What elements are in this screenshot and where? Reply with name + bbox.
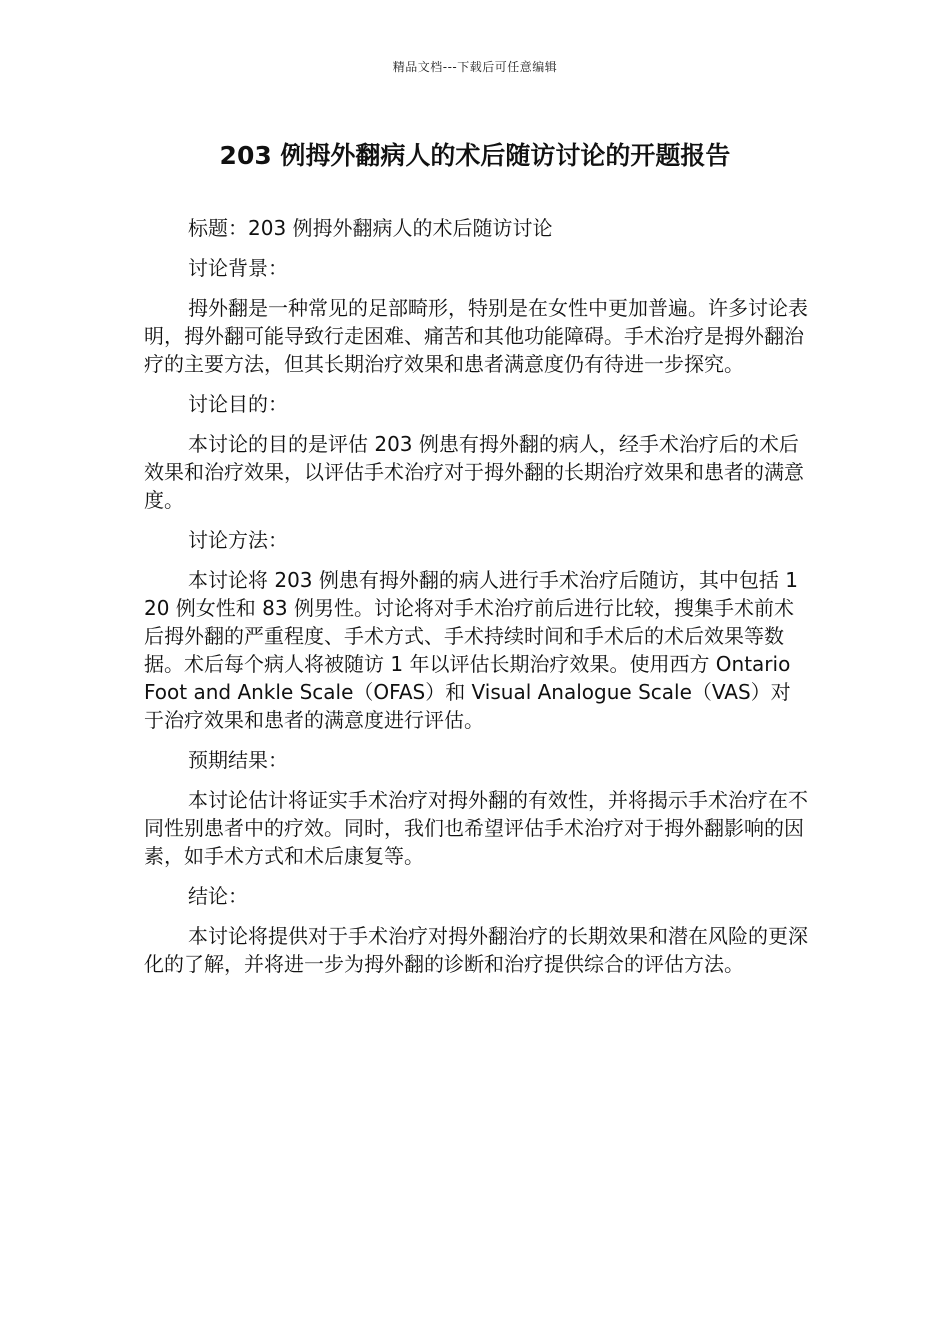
document-body (144, 214, 808, 990)
document-title: 203 例拇外翻病人的术后随访讨论的开题报告 (219, 141, 731, 170)
section-heading-purpose: 讨论目的： (188, 392, 288, 416)
section-heading-method: 讨论方法： (188, 528, 288, 552)
section-text-expected-results: 本讨论估计将证实手术治疗对拇外翻的有效性，并将揭示手术治疗在不同性别患者中的疗效。同时，我们也希望评估手术治疗对于拇外翻影响的因素，如手术方式和术后康复等。 (144, 788, 808, 868)
section-text-conclusion: 本讨论将提供对于手术治疗对拇外翻治疗的长期效果和潜在风险的更深化的了解，并将进一步为拇外翻的诊断和治疗提供综合的评估方法。 (144, 924, 808, 976)
topic-line: 标题：203 例拇外翻病人的术后随访讨论 (188, 216, 553, 240)
header-note: 精品文档---下载后可任意编辑 (392, 60, 558, 74)
section-heading-expected-results: 预期结果： (188, 748, 288, 772)
section-text-background: 拇外翻是一种常见的足部畸形，特别是在女性中更加普遍。许多讨论表明，拇外翻可能导致行走困难、痛苦和其他功能障碍。手术治疗是拇外翻治疗的主要方法，但其长期治疗效果和患者满意度仍有待进一步探究。 (144, 296, 808, 376)
section-text-method: 本讨论将 203 例患有拇外翻的病人进行手术治疗后随访，其中包括 120 例女性和 83 例男性。讨论将对手术治疗前后进行比较，搜集手术前术后拇外翻的严重程度、手术方式、手术持续时间和手术后的术后效果等数据。术后每个病人将被随访 1 年以评估长期治疗效果。使用西方 Ontario Foot and Ankle Scale（OFAS）和 Visual Analogue Scale（VAS）对于治疗效果和患者的满意度进行评估。 (144, 568, 798, 732)
section-heading-conclusion: 结论： (188, 884, 248, 908)
section-text-purpose: 本讨论的目的是评估 203 例患有拇外翻的病人，经手术治疗后的术后效果和治疗效果，以评估手术治疗对于拇外翻的长期治疗效果和患者的满意度。 (144, 432, 804, 512)
section-heading-background: 讨论背景： (188, 256, 288, 280)
